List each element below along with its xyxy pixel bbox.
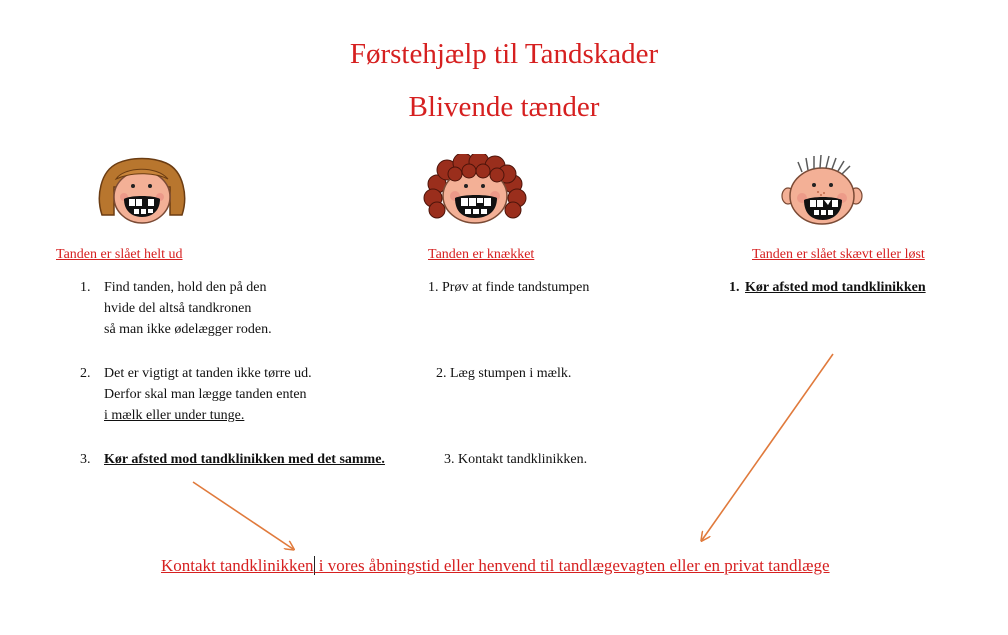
heading-loose: Tanden er slået skævt eller løst	[752, 247, 925, 262]
heading-broken: Tanden er knækket	[428, 247, 535, 262]
list-number: 3.	[80, 452, 91, 467]
list-line: Derfor skal man lægge tanden enten	[104, 387, 307, 402]
list-number: 1.	[729, 280, 740, 295]
bottom-contact-text	[161, 556, 830, 576]
list-number: 1.	[80, 280, 91, 295]
list-item: 1. Prøv at finde tandstumpen	[428, 280, 590, 295]
list-item-emphasis: Kør afsted mod tandklinikken med det samme.	[104, 452, 385, 467]
arrow-right	[702, 354, 833, 540]
bottom-contact-part2: i vores åbningstid eller henvend til tandlægevagten eller en privat tandlæge	[314, 556, 830, 575]
page-title: Førstehjælp til Tandskader	[349, 38, 659, 70]
bottom-contact-part1: Kontakt tandklinikken	[161, 556, 314, 575]
arrow-left	[193, 482, 293, 549]
page-subtitle: Blivende tænder	[408, 91, 600, 123]
list-item: 2. Læg stumpen i mælk.	[436, 366, 572, 381]
list-number: 2.	[80, 366, 91, 381]
list-line: Find tanden, hold den på den	[104, 280, 267, 295]
list-line: hvide del altså tandkronen	[104, 301, 252, 316]
list-item-emphasis: Kør afsted mod tandklinikken	[745, 280, 926, 295]
list-line: så man ikke ødelægger roden.	[104, 322, 272, 337]
list-item: 3. Kontakt tandklinikken.	[444, 452, 588, 467]
heading-knocked-out: Tanden er slået helt ud	[56, 247, 183, 262]
list-line: i mælk eller under tunge.	[104, 408, 245, 423]
list-line: Det er vigtigt at tanden ikke tørre ud.	[104, 366, 312, 381]
